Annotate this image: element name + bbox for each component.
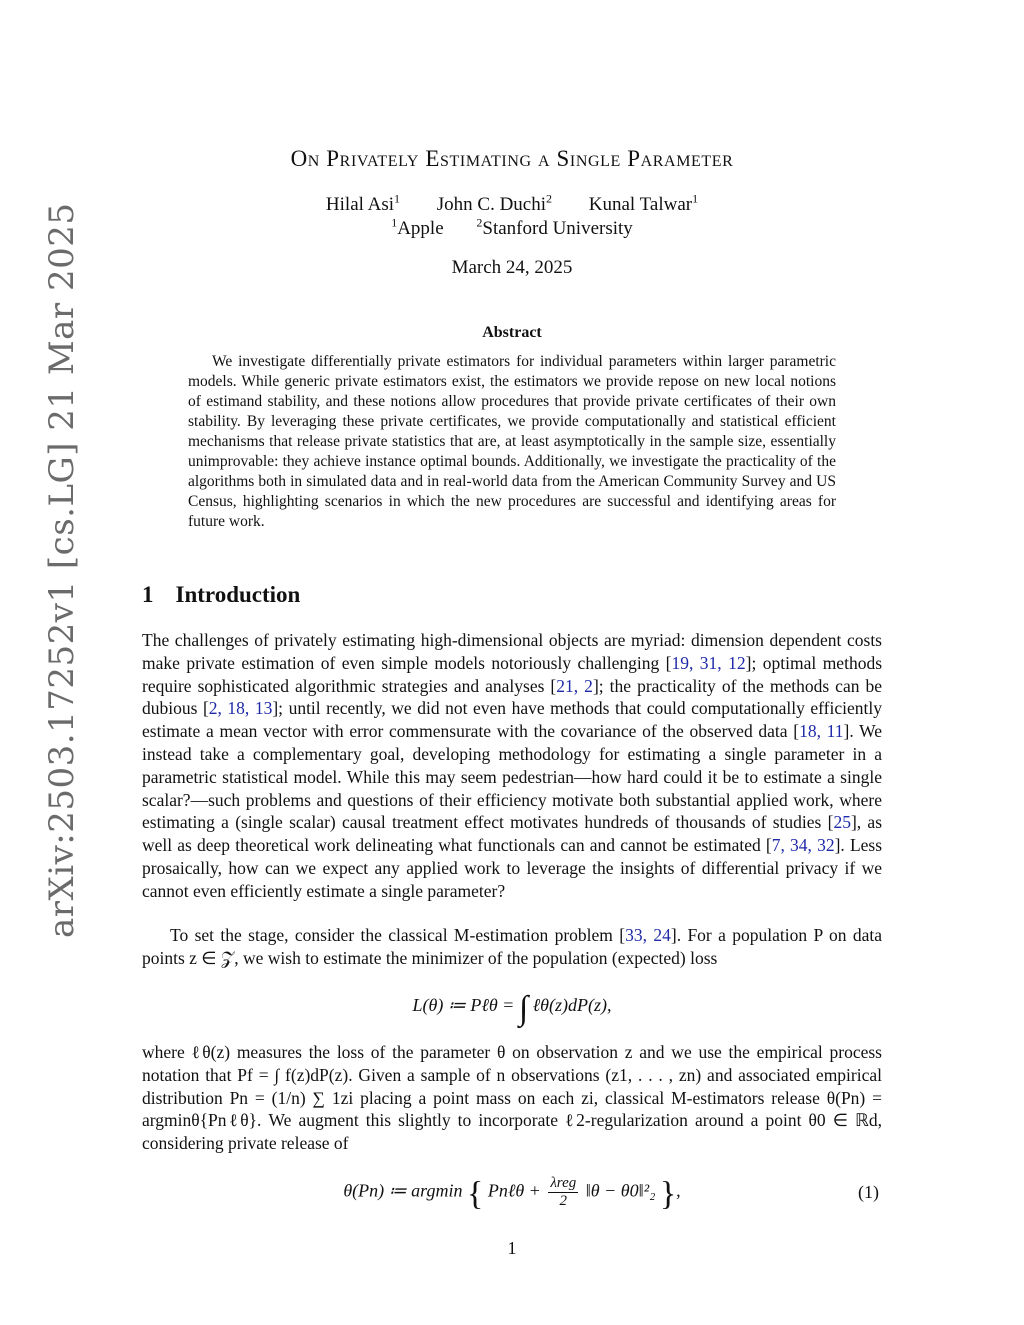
equation-comma: , [676,1180,681,1201]
text-run: ]; until recently, we did not even have methods that could computationally efficiently estimate a mean vector with error commensurate with the covariance of the observed data [ [142,698,882,742]
section-number: 1 [142,582,154,607]
text-run: ]. For a population P on data points z ∈ 𝒵, we wish to estimate the minimizer of the population (expected) loss [142,925,882,968]
citation-link[interactable]: 2, 18, 13 [208,698,273,719]
equation-norm: ‖θ − θ0‖²₂ [585,1180,656,1201]
author-name: Kunal Talwar [588,194,693,216]
citation-link[interactable]: 18, 11 [799,721,844,742]
citation-link[interactable]: 33, 24 [625,925,671,945]
arxiv-stamp: arXiv:2503.17252v1 [cs.LG] 21 Mar 2025 [42,202,82,938]
author [437,194,552,215]
affiliation-mark: 1 [692,192,699,206]
affiliation-mark: 1 [394,192,401,206]
text-run: ], as well as deep theoretical work delineating what functionals can and cannot be estimated [ [142,812,883,856]
equation-term: Pnℓθ + [487,1180,541,1201]
affiliation [391,218,443,239]
affiliation-list [0,216,1024,240]
text-run: ]; the practicality of the methods can be dubious [ [142,675,883,719]
page-number: 1 [507,1238,517,1258]
text-run: ]; optimal methods require sophisticated algorithmic strategies and analyses [ [142,652,883,696]
text-run: ]. We instead take a complementary goal, developing methodology for estimating a single parameter in a parametric statistical model. While this may seem pedestrian—how hard could it be to estimate a single scalar?—such problems and questions of their efficiency motivate both substantial applied work, where estimating a (single scalar) causal treatment effect motivates hundreds of thousands of studies [ [142,721,882,833]
affiliation [476,218,632,239]
affiliation-name: Stanford University [482,218,633,240]
integral-sign: ∫ [518,990,529,1027]
intro-paragraph-3: where ℓθ(z) measures the loss of the parameter θ on observation z and we use the empirical process notation that Pf = ∫ f(z)dP(z). Given a sample of n observations (z1, . . . , zn) and associated empirical distribution Pn = (1/n) ∑ 1zi placing a point mass on each zi, classical M-estimators release θ(Pn) = argminθ{Pnℓθ}. We augment this slightly to incorporate ℓ2-regularization around a point θ0 ∈ ℝd, considering private release of [142,1042,882,1154]
author-name: John C. Duchi [436,194,547,216]
abstract-heading: Abstract [482,324,542,341]
fraction [548,1175,578,1210]
fraction-numerator: λreg [550,1175,577,1191]
citation-link[interactable]: 19, 31, 12 [671,652,746,673]
equation-lhs: L(θ) ≔ Pℓθ = [412,995,515,1015]
affiliation-mark: 1 [391,216,398,230]
intro-paragraph-1 [142,629,882,903]
author [326,194,400,215]
intro-paragraph-2 [142,924,882,970]
affiliation-mark: 2 [476,216,483,230]
paper-title: On Privately Estimating a Single Parameter [290,146,734,171]
author-name: Hilal Asi [325,194,395,216]
equation-population-loss [0,990,1024,1028]
fraction-denominator: 2 [559,1193,568,1209]
text-run: ]. Less prosaically, how can we expect any applied work to leverage the insights of differential privacy if we cannot even efficiently estimate a single parameter? [142,835,883,901]
citation-link[interactable]: 7, 34, 32 [771,835,835,856]
brace-close: } [659,1175,677,1213]
abstract-text: We investigate differentially private estimators for individual parameters within larger parametric models. While generic private estimators exist, the estimators we provide repose on new local notions of estimand stability, and these notions allow procedures that provide private certificates of their own stability. By leveraging these private certificates, we provide computationally and statistical efficient mechanisms that release private statistics that are, at least asymptotically in the sample size, essentially unimprovable: they achieve instance optimal bounds. Additionally, we investigate the practicality of the algorithms both in simulated data and in real-world data from the American Community Survey and US Census, highlighting scenarios in which the new procedures are successful and identifying areas for future work. [188,353,836,530]
equation-number: (1) [858,1182,879,1202]
citation-link[interactable]: 25 [833,812,851,833]
citation-link[interactable]: 21, 2 [556,675,593,696]
affiliation-name: Apple [397,218,444,240]
author [589,194,698,215]
publication-date: March 24, 2025 [451,257,573,278]
equation-rhs: ℓθ(z)dP(z), [532,995,612,1015]
affiliation-mark: 2 [546,192,553,206]
brace-open: { [467,1175,484,1213]
section-heading [142,582,300,608]
text-run: The challenges of privately estimating high-dimensional objects are myriad: dimension dependent costs make private estimation of even simple models notoriously challenging [ [142,630,882,673]
equation-lhs: θ(Pn) ≔ argmin [343,1180,463,1201]
section-title: Introduction [175,582,301,607]
text-run: To set the stage, consider the classical M-estimation problem [ [170,925,626,945]
author-list [0,192,1024,216]
